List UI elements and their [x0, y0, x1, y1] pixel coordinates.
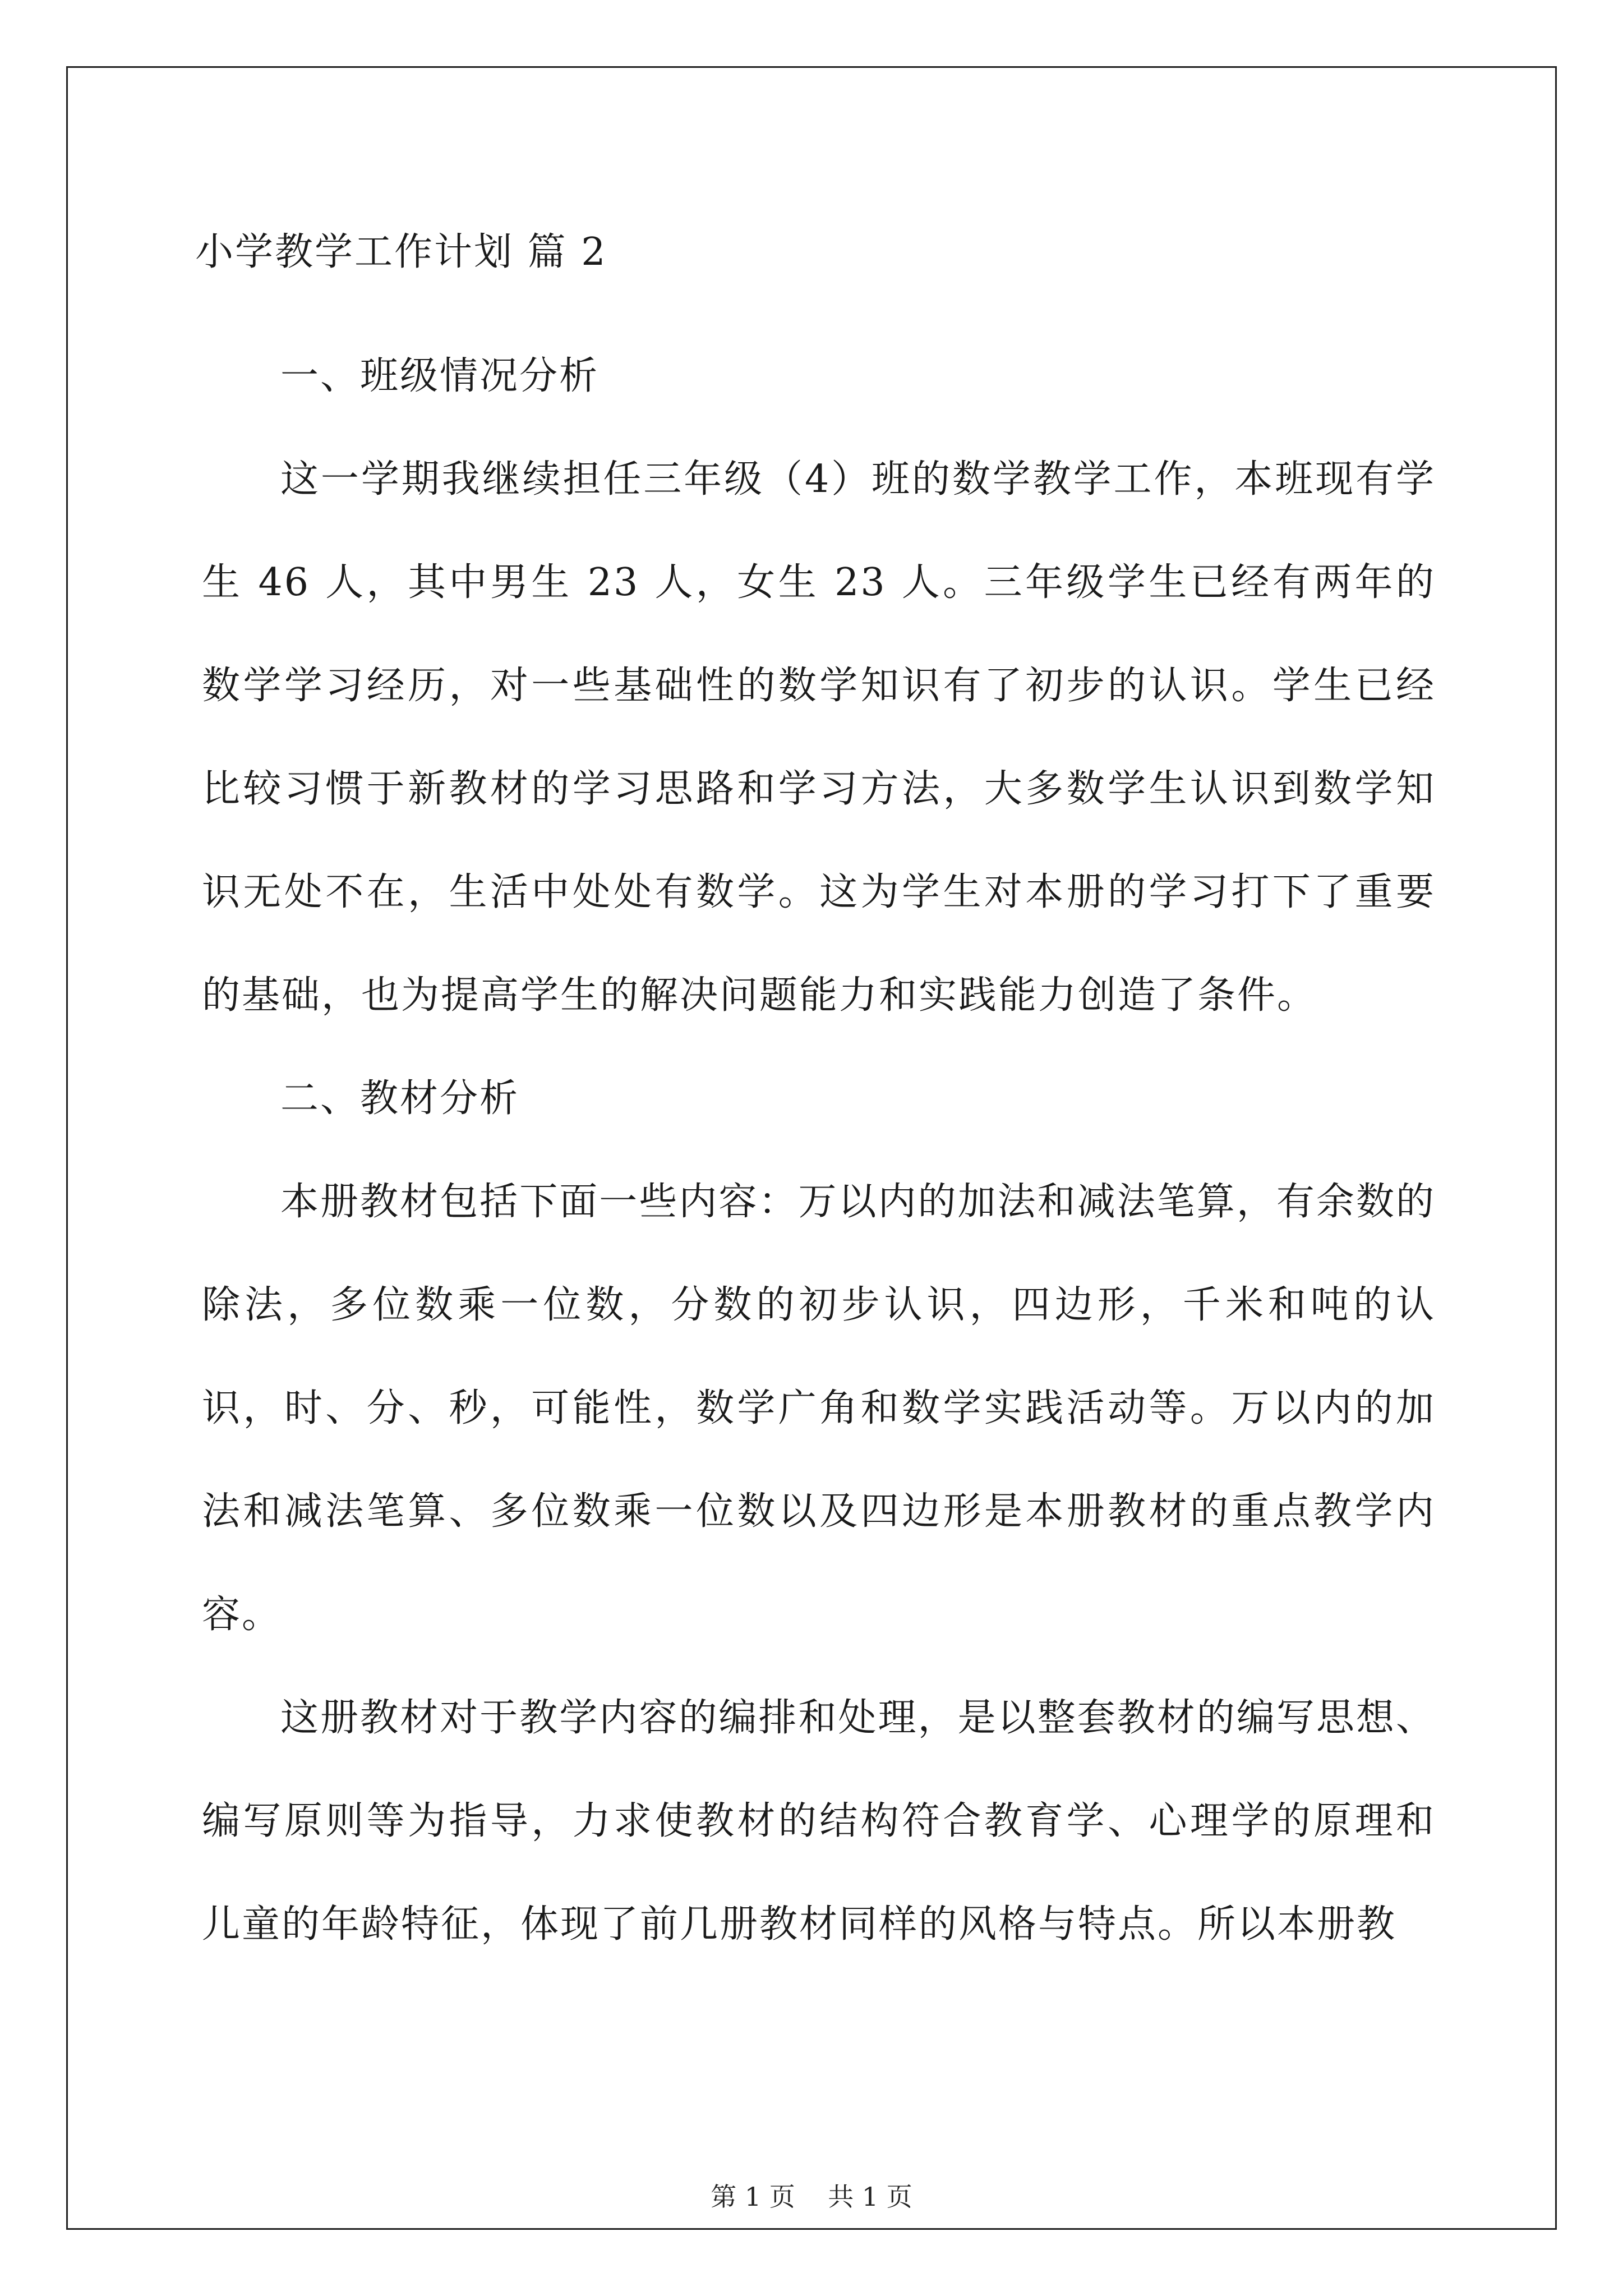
paragraph-class-analysis: 这一学期我继续担任三年级（4）班的数学教学工作，本班现有学生 46 人，其中男生 23 人，女生 23 人。三年级学生已经有两年的数学学习经历，对一些基础性的数学知识有了初步的认识。学生已经比较习惯于新教材的学习思路和学习方法，大多数学生认识到数学知识无处不在，生活中处处有数学。这为学生对本册的学习打下了重要的基础，也为提高学生的解决问题能力和实践能力创造了条件。	[202, 457, 1436, 1018]
paragraph-textbook-design: 这册教材对于教学内容的编排和处理，是以整套教材的编写思想、编写原则等为指导，力求使教材的结构符合教育学、心理学的原理和儿童的年龄特征，体现了前几册教材同样的风格与特点。所以本册教	[202, 1696, 1436, 1947]
document-body	[195, 222, 1436, 1976]
page-footer: 第 1 页 共 1 页	[711, 2182, 912, 2212]
document-title: 小学教学工作计划 篇 2	[195, 230, 607, 274]
section-heading-class-analysis: 一、班级情况分析	[280, 354, 600, 398]
section-heading-textbook-analysis: 二、教材分析	[280, 1076, 520, 1121]
paragraph-textbook-content: 本册教材包括下面一些内容：万以内的加法和减法笔算，有余数的除法，多位数乘一位数，分数的初步认识，四边形，千米和吨的认识，时、分、秒，可能性，数学广角和数学实践活动等。万以内的加法和减法笔算、多位数乘一位数以及四边形是本册教材的重点教学内容。	[202, 1180, 1436, 1637]
